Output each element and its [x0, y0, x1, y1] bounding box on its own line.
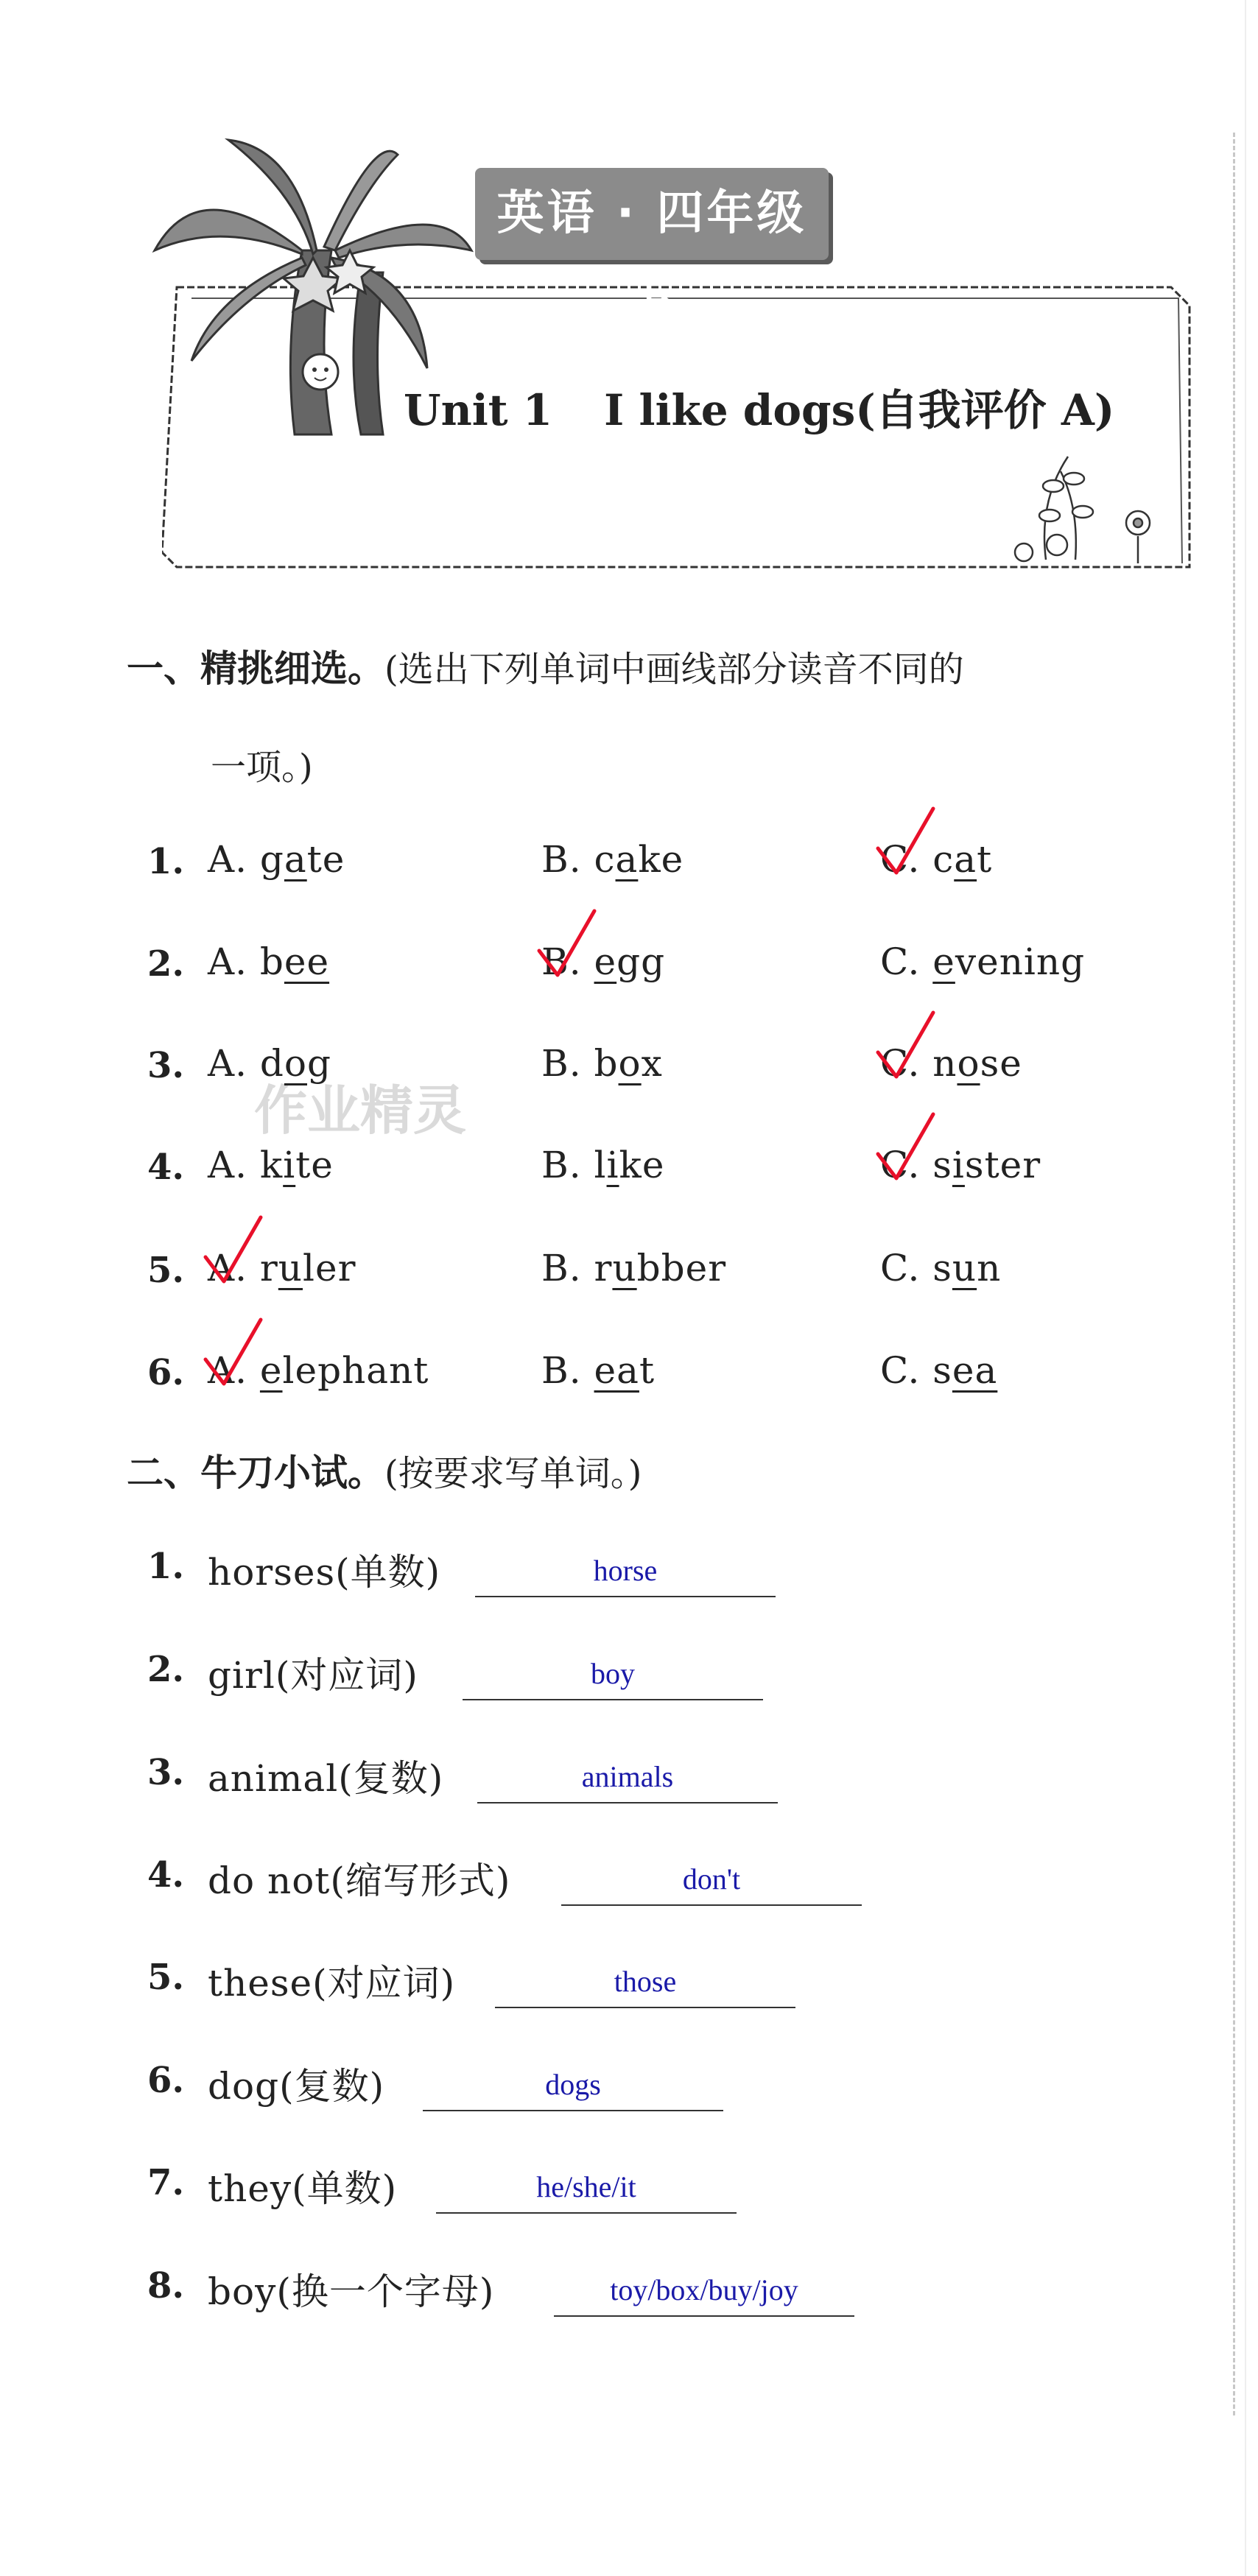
answer-blank[interactable]	[477, 1802, 778, 1803]
flower-icon	[980, 442, 1178, 567]
option-b: B. box	[541, 1042, 663, 1085]
item-prompt: dog(复数)	[208, 2065, 385, 2108]
book-tag-text: 英语 · 四年级上	[496, 186, 807, 333]
option-b: B. rubber	[541, 1247, 727, 1289]
question-number: 1.	[147, 841, 185, 882]
option-a: A. bee	[208, 940, 330, 983]
item-prompt: do not(缩写形式)	[208, 1859, 511, 1902]
item-prompt: girl(对应词)	[208, 1654, 418, 1697]
answer-blank[interactable]	[423, 2110, 723, 2111]
section2-title	[127, 1443, 642, 1496]
check-mark-icon	[874, 1007, 941, 1080]
answer-blank[interactable]	[436, 2212, 737, 2214]
answer-blank[interactable]	[463, 1699, 763, 1700]
item-number: 5.	[147, 1957, 185, 1998]
item-prompt: horses(单数)	[208, 1551, 441, 1594]
option-c: C. cat	[880, 838, 993, 881]
option-a: A. kite	[208, 1144, 334, 1186]
check-mark-icon	[874, 1108, 941, 1182]
handwritten-answer: boy	[591, 1657, 635, 1690]
question-number: 2.	[147, 943, 185, 985]
item-number: 8.	[147, 2265, 185, 2306]
item-prompt: animal(复数)	[208, 1757, 444, 1800]
option-c: C. sister	[880, 1144, 1041, 1186]
option-a: A. elephant	[208, 1349, 429, 1392]
section1-instruction-cont: 一项。)	[211, 747, 313, 788]
option-a: A. ruler	[208, 1247, 356, 1289]
question-number: 5.	[147, 1250, 185, 1291]
option-a: A. dog	[208, 1042, 332, 1085]
option-c: C. sea	[880, 1349, 998, 1392]
book-tag	[475, 168, 829, 333]
handwritten-answer: horse	[593, 1554, 658, 1587]
handwritten-answer: don't	[682, 1862, 741, 1896]
watermark: 作业精灵	[254, 1080, 467, 1141]
item-number: 2.	[147, 1649, 185, 1690]
item-number: 7.	[147, 2162, 185, 2203]
section1-instruction: (选出下列单词中画线部分读音不同的	[384, 649, 964, 690]
question-number: 3.	[147, 1045, 185, 1086]
option-b: B. egg	[541, 940, 666, 983]
check-mark-icon	[202, 1314, 268, 1387]
question-number: 6.	[147, 1352, 185, 1393]
section2-heading: 二、牛刀小试。	[127, 1451, 384, 1494]
answer-blank[interactable]	[495, 2007, 795, 2008]
unit-name: I like dogs(自我评价 A)	[604, 385, 1115, 435]
item-number: 3.	[147, 1752, 185, 1793]
option-b: B. cake	[541, 838, 684, 881]
item-number: 4.	[147, 1854, 185, 1896]
item-prompt: boy(换一个字母)	[208, 2270, 495, 2313]
question-number: 4.	[147, 1147, 185, 1188]
handwritten-answer: he/she/it	[536, 2170, 636, 2203]
handwritten-answer: those	[614, 1965, 677, 1998]
answer-blank[interactable]	[561, 1904, 862, 1906]
answer-blank[interactable]	[475, 1596, 776, 1597]
unit-title	[404, 376, 1114, 437]
option-b: B. like	[541, 1144, 665, 1186]
handwritten-answer: dogs	[545, 2068, 601, 2101]
section1-title	[127, 639, 964, 692]
item-prompt: these(对应词)	[208, 1962, 456, 2005]
option-c: C. sun	[880, 1247, 1002, 1289]
binding-line	[1233, 133, 1235, 2415]
option-c: C. nose	[880, 1042, 1022, 1085]
check-mark-icon	[874, 803, 941, 876]
item-prompt: they(单数)	[208, 2167, 398, 2210]
item-number: 1.	[147, 1546, 185, 1587]
handwritten-answer: animals	[581, 1760, 674, 1793]
section2-instruction: (按要求写单词。)	[384, 1453, 642, 1494]
page-edge	[1245, 0, 1246, 2576]
option-a: A. gate	[208, 838, 345, 881]
answer-blank[interactable]	[554, 2315, 854, 2317]
section1-heading: 一、精挑细选。	[127, 647, 384, 690]
option-c: C. evening	[880, 940, 1086, 983]
option-b: B. eat	[541, 1349, 656, 1392]
check-mark-icon	[535, 905, 602, 979]
item-number: 6.	[147, 2060, 185, 2101]
unit-label: Unit 1	[404, 385, 553, 435]
check-mark-icon	[202, 1211, 268, 1285]
handwritten-answer: toy/box/buy/joy	[610, 2273, 798, 2306]
